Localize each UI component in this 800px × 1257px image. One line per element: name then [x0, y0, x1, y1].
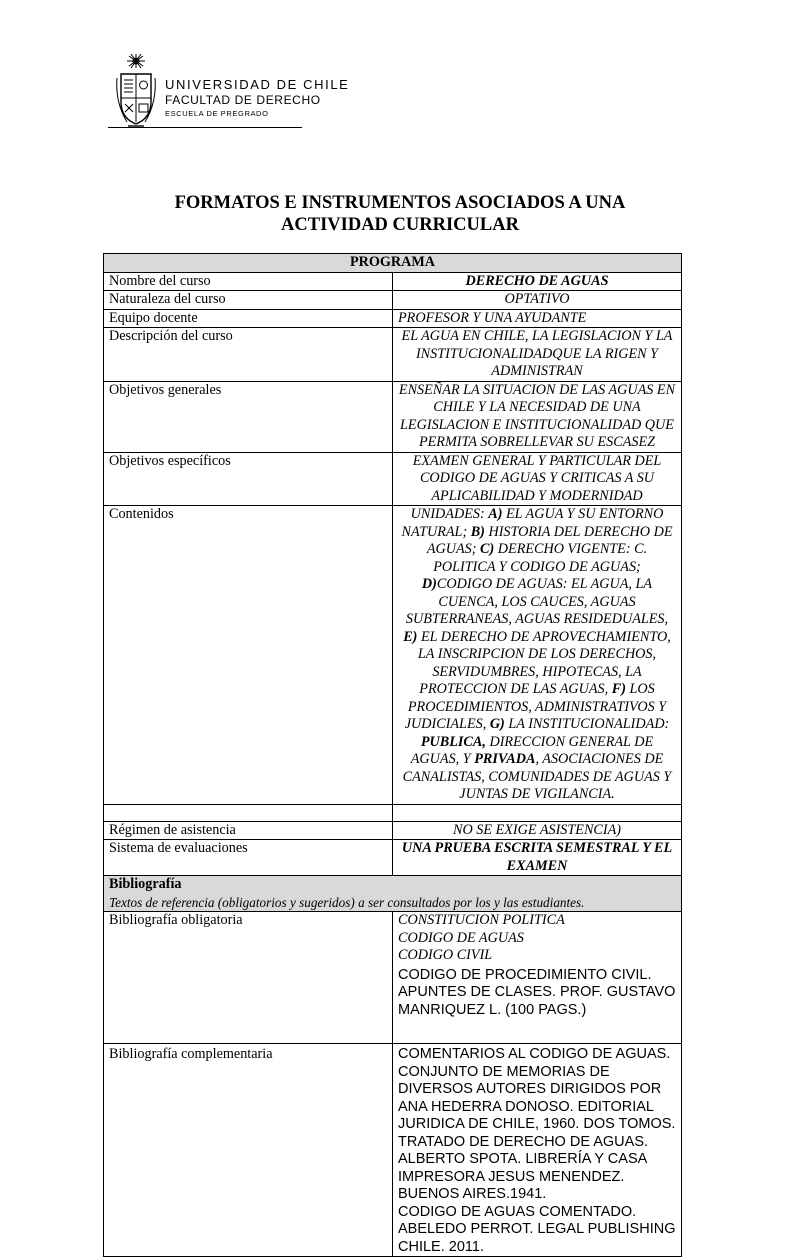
- list-item: CODIGO DE PROCEDIMIENTO CIVIL.: [398, 966, 652, 983]
- table-row: [104, 291, 682, 310]
- table-row: [104, 309, 682, 328]
- program-table: [103, 253, 682, 1257]
- course-description-value: EL AGUA EN CHILE, LA LEGISLACION Y LA INSTITUCIONALIDADQUE LA RIGEN Y ADMINISTRAN: [393, 328, 682, 382]
- school-name: ESCUELA DE PREGRADO: [165, 109, 269, 118]
- list-item: COMENTARIOS AL CODIGO DE AGUAS. CONJUNTO DE MEMORIAS DE DIVERSOS AUTORES DIRIGIDOS POR ANA HEDERRA DONOSO. EDITORIAL JURIDICA DE CHILE, 1960. DOS TOMOS.: [398, 1046, 676, 1132]
- emphasis-text: PRIVADA: [474, 751, 536, 767]
- list-item: CODIGO DE AGUAS COMENTADO. ABELEDO PERROT. LEGAL PUBLISHING CHILE. 2011.: [398, 1203, 676, 1255]
- table-row: [104, 821, 682, 840]
- contents-text: CODIGO DE AGUAS: EL AGUA, LA CUENCA, LOS CAUCES, AGUAS SUBTERRANEAS, AGUAS RESIDEDUALES,: [405, 576, 669, 627]
- unit-marker: B): [470, 523, 485, 540]
- list-item: CODIGO DE AGUAS: [398, 929, 524, 946]
- unit-marker: F): [611, 681, 626, 697]
- row-label: Contenidos: [104, 506, 393, 805]
- teaching-team-value: PROFESOR Y UNA AYUDANTE: [393, 309, 682, 328]
- general-objectives-value: ENSEÑAR LA SITUACION DE LAS AGUAS EN CHILE Y LA NECESIDAD DE UNA LEGISLACION E INSTITUCIONALIDAD QUE PERMITA SOBRELLEVAR SU ESCASEZ: [393, 381, 682, 452]
- bibliography-heading-cell: [104, 876, 682, 912]
- table-row: [104, 506, 682, 805]
- bibliography-heading: Bibliografía: [109, 876, 182, 892]
- list-item: APUNTES DE CLASES. PROF. GUSTAVO MANRIQUEZ L. (100 PAGS.): [398, 984, 676, 1018]
- unit-marker: D): [421, 576, 437, 592]
- empty-cell: [104, 804, 393, 821]
- course-nature-value: OPTATIVO: [393, 291, 682, 310]
- evaluation-value: UNA PRUEBA ESCRITA SEMESTRAL Y EL EXAMEN: [393, 840, 682, 876]
- title-line-2: ACTIVIDAD CURRICULAR: [281, 215, 519, 235]
- contents-value: [393, 506, 682, 805]
- row-label: Bibliografía complementaria: [104, 1044, 393, 1257]
- emphasis-text: PUBLICA,: [420, 733, 486, 750]
- header-divider: [108, 127, 302, 128]
- row-label: Bibliografía obligatoria: [104, 912, 393, 1044]
- contents-text: LOS PROCEDIMIENTOS, ADMINISTRATIVOS Y JUDICIALES,: [404, 681, 667, 732]
- table-row: [104, 328, 682, 382]
- unit-marker: A): [488, 506, 503, 522]
- empty-cell: [393, 804, 682, 821]
- bibliography-subtitle: Textos de referencia (obligatorios y sugeridos) a ser consultados por los y las estudiantes.: [109, 894, 585, 910]
- contents-text: EL DERECHO DE APROVECHAMIENTO, LA INSCRIPCION DE LOS DERECHOS, SERVIDUMBRES, HIPOTECAS, LA PROTECCION DE LAS AGUAS,: [417, 628, 671, 697]
- row-label: Objetivos generales: [104, 381, 393, 452]
- institution-names: [165, 77, 415, 120]
- attendance-value: NO SE EXIGE ASISTENCIA): [393, 821, 682, 840]
- list-item: CODIGO CIVIL: [398, 947, 493, 963]
- list-item: TRATADO DE DERECHO DE AGUAS. ALBERTO SPOTA. LIBRERÍA Y CASA IMPRESORA JESUS MENENDEZ. BUENOS AIRES.1941.: [398, 1133, 649, 1202]
- table-row: [104, 272, 682, 291]
- course-name-value: DERECHO DE AGUAS: [393, 272, 682, 291]
- university-crest-icon: [113, 52, 159, 132]
- table-row: [104, 840, 682, 876]
- title-line-1: FORMATOS E INSTRUMENTOS ASOCIADOS A UNA: [174, 193, 626, 213]
- table-row: [104, 452, 682, 506]
- list-item: CONSTITUCION POLITICA: [398, 912, 565, 928]
- complementary-bibliography: [393, 1044, 682, 1257]
- university-name: UNIVERSIDAD DE CHILE: [165, 77, 350, 92]
- row-label: Naturaleza del curso: [104, 291, 393, 310]
- contents-text: HISTORIA DEL DERECHO DE AGUAS;: [426, 523, 673, 557]
- unit-marker: C): [480, 541, 495, 557]
- specific-objectives-value: EXAMEN GENERAL Y PARTICULAR DEL CODIGO DE AGUAS Y CRITICAS A SU APLICABILIDAD Y MODERNIDAD: [393, 452, 682, 506]
- program-heading: PROGRAMA: [104, 254, 682, 273]
- bibliography-heading-row: [104, 876, 682, 912]
- row-label: Régimen de asistencia: [104, 821, 393, 840]
- required-bibliography: [393, 912, 682, 1044]
- letterhead: [113, 52, 350, 132]
- contents-text: DIRECCION GENERAL DE AGUAS, Y: [410, 733, 654, 767]
- faculty-name: FACULTAD DE DERECHO: [165, 93, 321, 107]
- contents-text: , ASOCIACIONES DE CANALISTAS, COMUNIDADES DE AGUAS Y JUNTAS DE VIGILANCIA.: [402, 751, 672, 802]
- contents-text: DERECHO VIGENTE: C. POLITICA Y CODIGO DE AGUAS;: [433, 541, 648, 575]
- row-label: Equipo docente: [104, 309, 393, 328]
- document-title: [100, 192, 700, 236]
- row-label: Sistema de evaluaciones: [104, 840, 393, 876]
- table-row: [104, 1044, 682, 1257]
- unit-marker: G): [489, 716, 505, 732]
- table-row: [104, 381, 682, 452]
- contents-text: EL AGUA Y SU ENTORNO NATURAL;: [401, 506, 664, 540]
- empty-row: [104, 804, 682, 821]
- table-row: [104, 912, 682, 1044]
- row-label: Nombre del curso: [104, 272, 393, 291]
- program-heading-row: [104, 254, 682, 273]
- unit-marker: E): [403, 628, 418, 645]
- contents-text: UNIDADES:: [410, 506, 489, 522]
- row-label: Descripción del curso: [104, 328, 393, 382]
- row-label: Objetivos específicos: [104, 452, 393, 506]
- contents-text: LA INSTITUCIONALIDAD:: [504, 716, 670, 732]
